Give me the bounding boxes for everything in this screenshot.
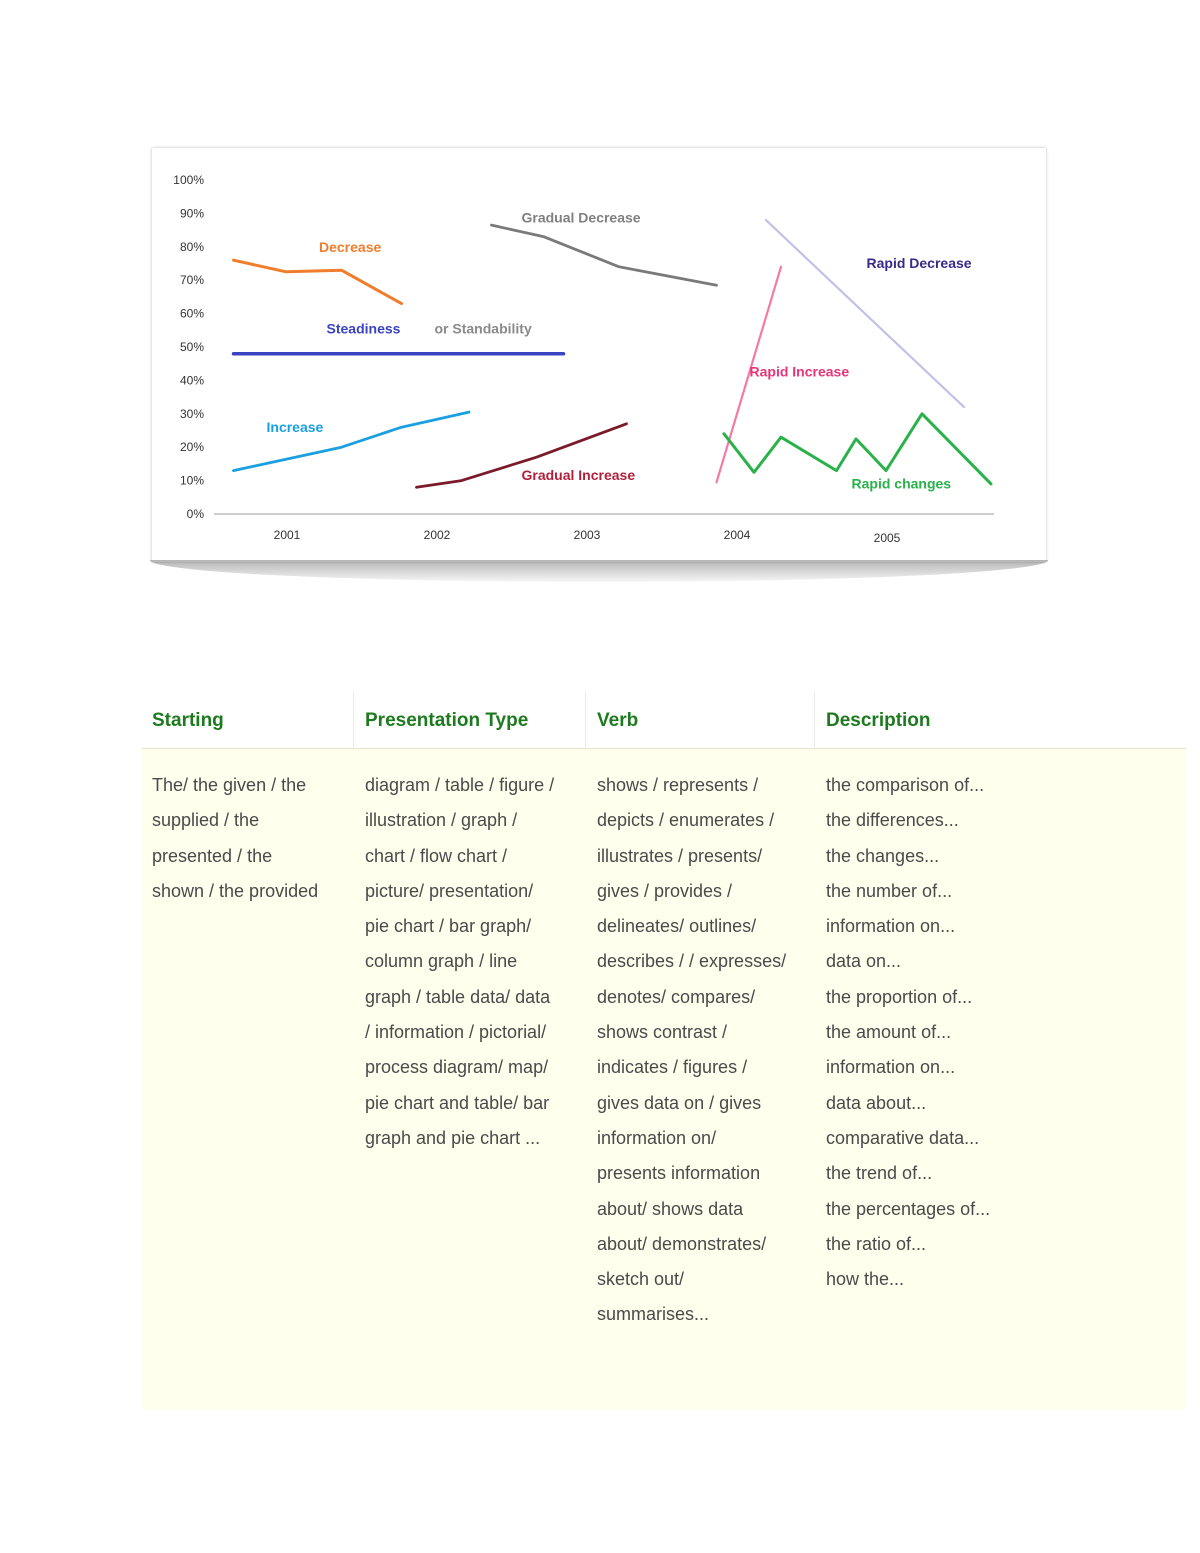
starting-item: The/ the given / the — [152, 775, 307, 795]
description-item: the differences... — [826, 810, 959, 831]
verb-item: describes / / expresses/ — [597, 951, 787, 972]
description-item: the percentages of... — [826, 1198, 991, 1219]
verb-item: shows contrast / — [597, 1022, 728, 1043]
y-tick-label: 90% — [179, 206, 204, 221]
verb-item: about/ demonstrates/ — [597, 1233, 767, 1254]
description-item: the comparison of... — [826, 775, 985, 795]
y-tick-label: 20% — [179, 440, 204, 455]
verb-item: information on/ — [597, 1127, 717, 1148]
presentation-type-item: column graph / line — [365, 951, 518, 972]
header-verb: Verb — [597, 710, 639, 731]
annotation-label: Rapid Decrease — [866, 255, 972, 272]
description-item: data on... — [826, 951, 902, 972]
header-presentation-type: Presentation Type — [365, 710, 529, 731]
annotation-label: Steadiness — [326, 320, 401, 337]
verb-item: presents information — [597, 1163, 761, 1184]
x-tick-label: 2002 — [423, 528, 451, 542]
column-description — [826, 768, 990, 1297]
annotation-label: Rapid changes — [851, 475, 952, 492]
presentation-type-item: illustration / graph / — [365, 810, 518, 831]
y-tick-label: 60% — [179, 306, 204, 321]
description-item: the proportion of... — [826, 986, 973, 1007]
chart-card — [152, 148, 1046, 562]
x-tick-label: 2003 — [573, 528, 601, 542]
presentation-type-item: diagram / table / figure / — [365, 775, 555, 795]
column-starting — [152, 768, 318, 909]
y-tick-label: 100% — [173, 173, 204, 187]
description-item: comparative data... — [826, 1127, 980, 1148]
verb-item: indicates / figures / — [597, 1057, 748, 1078]
description-item: information on... — [826, 1057, 956, 1078]
verb-item: about/ shows data — [597, 1198, 744, 1219]
verb-item: illustrates / presents/ — [597, 845, 763, 866]
column-divider — [814, 692, 815, 748]
line-chart — [152, 148, 1046, 562]
description-item: data about... — [826, 1092, 927, 1113]
column-divider — [585, 692, 586, 748]
description-item: how the... — [826, 1269, 905, 1290]
presentation-type-item: pie chart and table/ bar — [365, 1092, 550, 1113]
verb-item: summarises... — [597, 1304, 710, 1325]
header-starting: Starting — [152, 710, 224, 731]
x-tick-label: 2004 — [723, 528, 751, 542]
verb-item: denotes/ compares/ — [597, 986, 756, 1007]
description-item: the trend of... — [826, 1163, 933, 1184]
y-tick-label: 10% — [179, 473, 204, 488]
y-tick-label: 30% — [179, 406, 204, 421]
annotation-label: Rapid Increase — [749, 363, 850, 380]
verb-item: shows / represents / — [597, 775, 759, 795]
y-tick-label: 80% — [179, 239, 204, 254]
presentation-type-item: graph / table data/ data — [365, 986, 551, 1007]
description-item: the amount of... — [826, 1022, 952, 1043]
y-tick-label: 40% — [179, 373, 204, 388]
annotation-label: Decrease — [319, 238, 382, 255]
description-item: the changes... — [826, 845, 940, 866]
description-item: the ratio of... — [826, 1233, 927, 1254]
column-presentation-type — [365, 768, 554, 1156]
presentation-type-item: picture/ presentation/ — [365, 880, 534, 901]
annotation-label: Gradual Increase — [521, 466, 636, 483]
series-line-gradual-decrease — [492, 225, 717, 285]
column-verb — [597, 768, 786, 1333]
annotation-label: Gradual Decrease — [521, 209, 641, 226]
description-item: information on... — [826, 916, 956, 937]
verb-item: depicts / enumerates / — [597, 810, 775, 831]
series-line-decrease — [234, 260, 402, 303]
series-line-rapid-changes — [724, 414, 991, 484]
verb-item: sketch out/ — [597, 1269, 685, 1290]
annotation-label: or Standability — [434, 320, 532, 337]
verb-item: gives / provides / — [597, 880, 733, 901]
header-description: Description — [826, 710, 931, 731]
presentation-type-item: graph and pie chart ... — [365, 1127, 541, 1148]
verb-item: delineates/ outlines/ — [597, 916, 757, 937]
x-tick-label: 2001 — [273, 528, 301, 542]
description-item: the number of... — [826, 880, 953, 901]
verb-item: gives data on / gives — [597, 1092, 762, 1113]
annotation-label: Increase — [266, 419, 324, 436]
starting-item: presented / the — [152, 845, 273, 866]
y-tick-label: 70% — [179, 273, 204, 288]
presentation-type-item: chart / flow chart / — [365, 845, 508, 866]
x-tick-label: 2005 — [873, 531, 901, 545]
presentation-type-item: / information / pictorial/ — [365, 1022, 547, 1043]
y-tick-label: 0% — [186, 507, 204, 521]
presentation-type-item: pie chart / bar graph/ — [365, 916, 532, 937]
column-divider — [353, 692, 354, 748]
presentation-type-item: process diagram/ map/ — [365, 1057, 549, 1078]
starting-item: supplied / the — [152, 810, 260, 831]
y-tick-label: 50% — [179, 340, 204, 354]
chart-shadow — [150, 560, 1048, 582]
table-header-row — [142, 692, 1186, 749]
phrases-table — [142, 692, 1186, 1410]
starting-item: shown / the provided — [152, 880, 319, 901]
